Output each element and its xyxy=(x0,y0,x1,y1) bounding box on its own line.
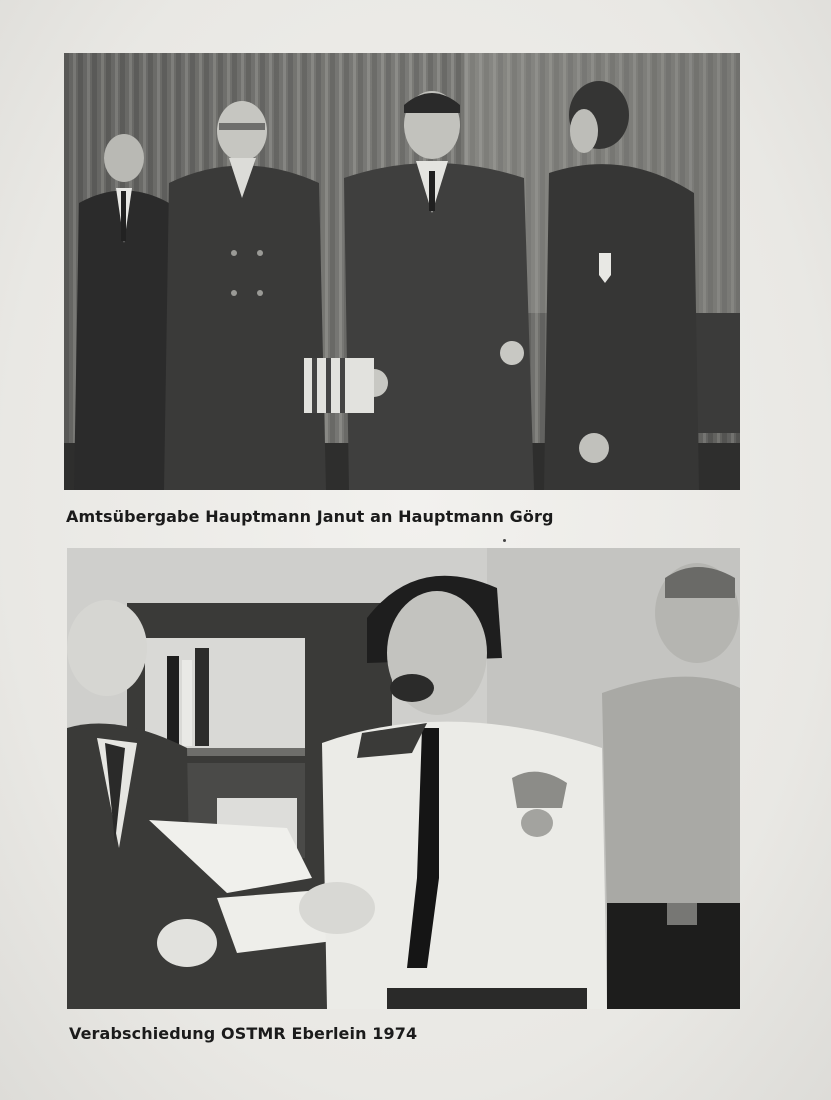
photo-handover-image xyxy=(64,53,740,490)
photo-farewell xyxy=(67,548,740,1009)
photo-handover-ceremony xyxy=(64,53,740,490)
photo-caption: Amtsübergabe Hauptmann Janut an Hauptmann Görg xyxy=(66,507,554,526)
photo-caption: Verabschiedung OSTMR Eberlein 1974 xyxy=(69,1024,418,1043)
photo-farewell-image xyxy=(67,548,740,1009)
print-speck xyxy=(503,539,506,542)
